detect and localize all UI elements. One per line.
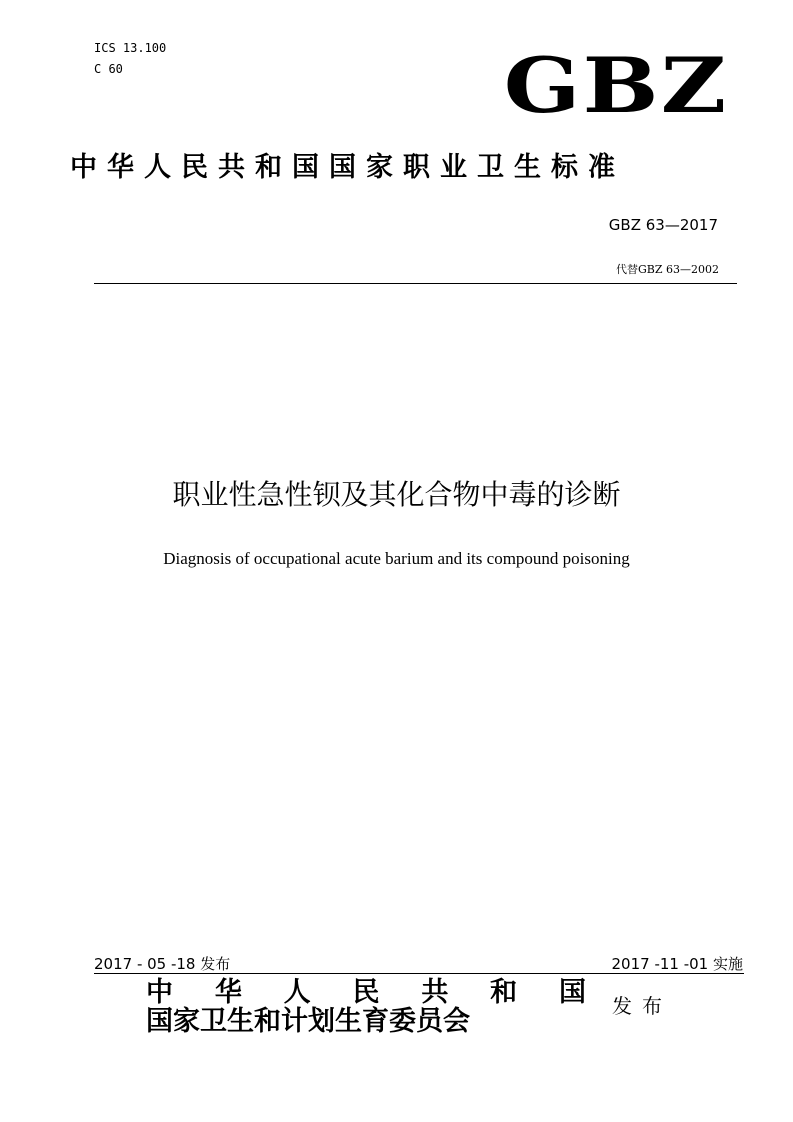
issuer-char: 国 [558, 977, 586, 1008]
implementation-date: 2017 -11 -01 实施 [611, 955, 743, 973]
issuer-char: 和 [490, 977, 518, 1008]
issuer-char: 华 [214, 977, 242, 1008]
org-title: 中华人民共和国国家职业卫生标准 [70, 152, 625, 183]
document-title-english: Diagnosis of occupational acute barium and its compound poisoning [163, 549, 630, 568]
issuer-char: 共 [421, 977, 449, 1008]
header-divider [94, 283, 737, 284]
issuer-char: 中 [146, 977, 173, 1008]
issuer-line-1 [146, 977, 586, 1009]
issuer-char: 人 [283, 977, 311, 1008]
ics-code: ICS 13.100 [94, 41, 167, 55]
issue-date: 2017 - 05 -18 发布 [94, 955, 231, 973]
standard-number: GBZ 63—2017 [608, 216, 718, 234]
gbz-logo: GBZ [504, 41, 729, 130]
ccs-code: C 60 [94, 62, 123, 76]
issuer-char: 民 [352, 977, 380, 1008]
document-title-chinese: 职业性急性钡及其化合物中毒的诊断 [172, 478, 621, 511]
footer-divider [94, 973, 744, 974]
publish-label: 发布 [612, 994, 672, 1018]
replaces-standard: 代替GBZ 63—2002 [615, 263, 719, 276]
issuer-line-2: 国家卫生和计划生育委员会 [146, 1006, 470, 1037]
